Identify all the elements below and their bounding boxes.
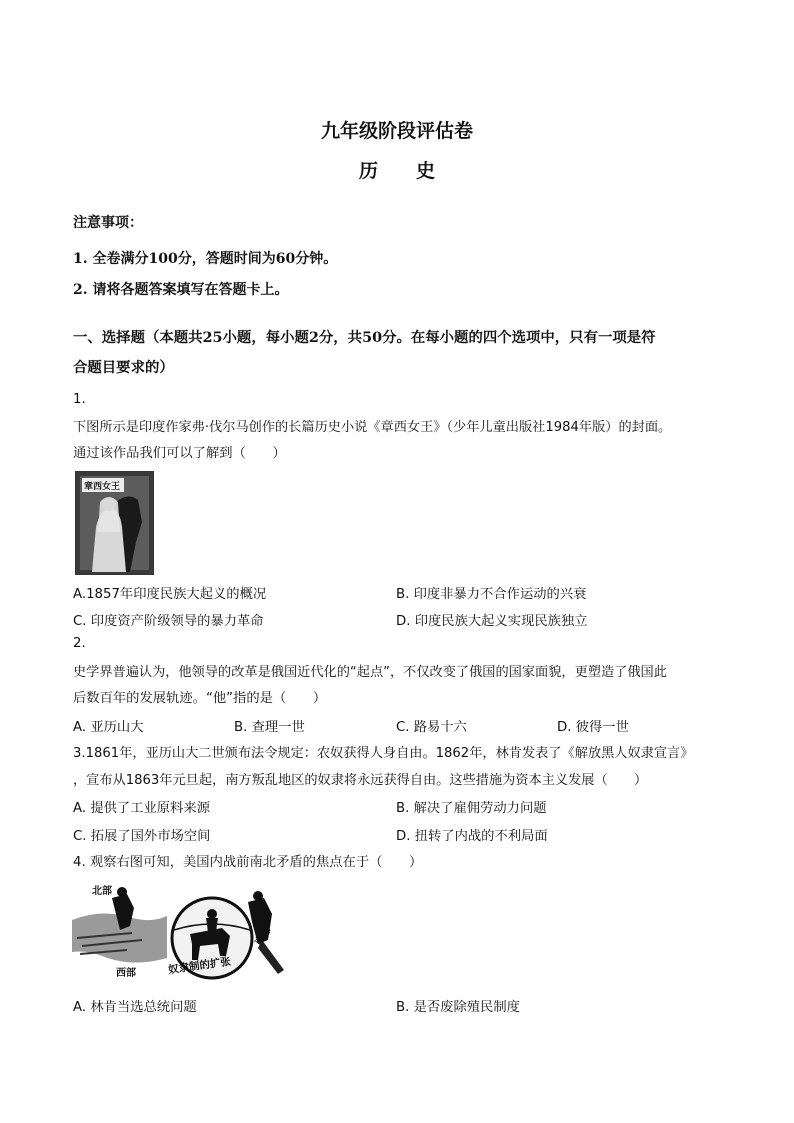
option-a[interactable]: A. 林肯当选总统问题: [73, 1000, 197, 1015]
option-c[interactable]: C. 拓展了国外市场空间: [73, 829, 211, 844]
option-b[interactable]: B. 是否废除殖民制度: [396, 1000, 520, 1015]
book-cover-image: [75, 471, 154, 575]
cartoon-image: [72, 878, 286, 984]
notes-heading: 注意事项：: [73, 215, 143, 231]
subject-title: 历 史: [358, 160, 435, 182]
option-b[interactable]: B. 查理一世: [234, 720, 305, 735]
option-c[interactable]: C. 路易十六: [396, 720, 467, 735]
question-number: 2.: [73, 636, 86, 651]
option-d[interactable]: D. 彼得一世: [557, 720, 629, 735]
question-stem: 史学界普遍认为，他领导的改革是俄国近代化的“起点”，不仅改变了俄国的国家面貌，更塑造了俄国此: [73, 665, 667, 680]
question-stem: 4. 观察右图可知，美国内战前南北矛盾的焦点在于（ ）: [73, 855, 423, 870]
exam-title: 九年级阶段评估卷: [320, 120, 473, 142]
cartoon-label-south: 南部: [253, 925, 274, 948]
cartoon-label-west: 西部: [116, 968, 136, 979]
option-b[interactable]: B. 印度非暴力不合作运动的兴衰: [396, 587, 587, 602]
section-heading: 一、选择题（本题共25小题，每小题2分，共50分。在每小题的四个选项中，只有一项是符: [73, 329, 656, 346]
cartoon-label-north: 北部: [92, 886, 112, 897]
option-a[interactable]: A. 提供了工业原料来源: [73, 801, 210, 816]
question-stem-cont: 后数百年的发展轨迹。“他”指的是（ ）: [73, 691, 327, 706]
option-a[interactable]: A.1857年印度民族大起义的概况: [73, 587, 267, 602]
question-stem-cont: 通过该作品我们可以了解到（ ）: [73, 446, 286, 461]
option-d[interactable]: D. 扭转了内战的不利局面: [396, 829, 548, 844]
option-c[interactable]: C. 印度资产阶级领导的暴力革命: [73, 614, 264, 629]
question-number: 1.: [73, 392, 86, 407]
option-d[interactable]: D. 印度民族大起义实现民族独立: [396, 614, 588, 629]
note-item: 2. 请将各题答案填写在答题卡上。: [73, 282, 289, 298]
cartoon-caption: 奴隶制的扩张: [167, 955, 232, 977]
book-cover-title: 章西女王: [84, 482, 121, 492]
question-stem: 下图所示是印度作家弗·伐尔马创作的长篇历史小说《章西女王》（少年儿童出版社1984年版）的封面。: [73, 420, 672, 435]
question-stem: 3.1861年，亚历山大二世颁布法令规定：农奴获得人身自由。1862年，林肯发表了《解放黑人奴隶宣言》: [73, 746, 694, 761]
question-stem-cont: ，宣布从1863年元旦起，南方叛乱地区的奴隶将永远获得自由。这些措施为资本主义发展（ ）: [73, 773, 648, 788]
option-a[interactable]: A. 亚历山大: [73, 720, 144, 735]
section-heading-cont: 合题目要求的）: [73, 359, 174, 376]
option-b[interactable]: B. 解决了雇佣劳动力问题: [396, 801, 547, 816]
note-item: 1. 全卷满分100分，答题时间为60分钟。: [73, 251, 338, 267]
